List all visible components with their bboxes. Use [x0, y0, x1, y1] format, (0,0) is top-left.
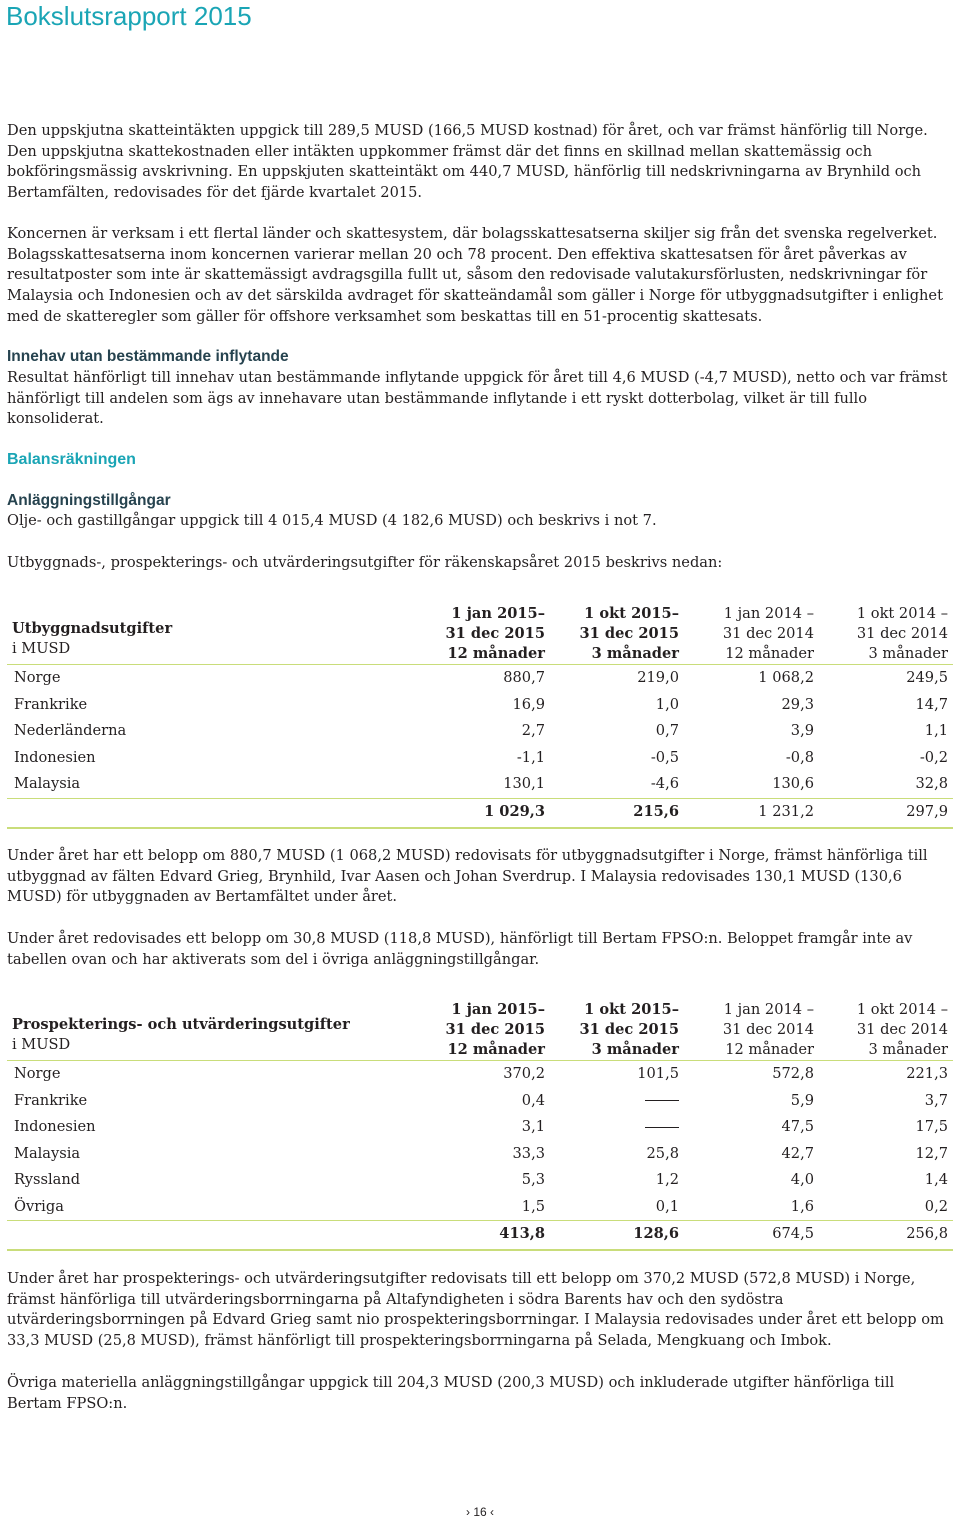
table-unit: i MUSD	[12, 640, 71, 657]
paragraph-table-intro: Utbyggnads-, prospekterings- och utvärderingsutgifter för räkenskapsåret 2015 beskrivs nedan:	[7, 554, 723, 571]
table-row: Ryssland 5,3 1,2 4,0 1,4	[14, 1171, 948, 1188]
paragraph-deferred-tax: Den uppskjutna skatteintäkten uppgick till 289,5 MUSD (166,5 MUSD kostnad) för året, och var främst hänförlig till Norge. Den uppskjutna skattekostnaden eller intäkten uppkommer främst där det finns en skillnad mellan skattemässig och bokföringsmässig avskrivning. En uppskjuten skatteintäkt om 440,7 MUSD, hänförlig till nedskrivningarna av Brynhild och Bertamfälten, redovisades för det fjärde kvartalet 2015.	[7, 122, 928, 202]
table-total-row: 413,8 128,6 674,5 256,8	[7, 1220, 953, 1251]
table-row: Indonesien 3,1 47,5 17,5	[7, 1114, 953, 1141]
column-header-3: 1 jan 2014 – 31 dec 2014 12 månader	[722, 1001, 814, 1058]
table-header	[7, 1000, 953, 1061]
table-row: Indonesien -1,1 -0,5 -0,8 -0,2	[14, 748, 948, 766]
paragraph-other-assets: Övriga materiella anläggningstillgångar uppgick till 204,3 MUSD (200,3 MUSD) och inkluderade utgifter hänförliga till Bertam FPSO:n.	[7, 1374, 895, 1412]
paragraph-exploration: Under året har prospekterings- och utvärderingsutgifter redovisats till ett belopp om 370,2 MUSD (572,8 MUSD) i Norge, främst hänförliga till utvärderingsborrningarna på Altafyndigheten i södra Barents hav och den sydöstra utvärderingsborrningen på Edvard Grieg samt nio prospekteringsborrningar. I Malaysia redovisades under året ett belopp om 33,3 MUSD (25,8 MUSD), främst hänförligt till prospekteringsborrningarna på Selada, Mengkuang och Imbok.	[7, 1270, 944, 1350]
exploration-expenditure-table	[7, 1000, 953, 1251]
column-header-2: 1 okt 2015– 31 dec 2015 3 månader	[579, 1001, 679, 1058]
table-row: Norge 370,2 101,5 572,8 221,3	[14, 1065, 948, 1082]
heading-fixed-assets: Anläggningstillgångar	[7, 492, 171, 509]
paragraph-norway-development: Under året har ett belopp om 880,7 MUSD (1 068,2 MUSD) redovisats för utbyggnadsutgifter i Norge, främst hänförliga till utbyggnad av fälten Edvard Grieg, Brynhild, Ivar Aasen och Johan Sverdrup. I Malaysia redovisades 130,1 MUSD (130,6 MUSD) för utbyggnaden av Bertamfältet under året.	[7, 847, 928, 906]
table-row: Frankrike 0,4 5,9 3,7	[7, 1088, 953, 1115]
table-row: Malaysia 130,1 -4,6 130,6 32,8	[14, 775, 948, 792]
table-row: Nederländerna 2,7 0,7 3,9 1,1	[14, 722, 948, 739]
heading-minority-interest: Innehav utan bestämmande inflytande	[7, 348, 289, 365]
page-number: › 16 ‹	[465, 1505, 494, 1519]
table-title	[12, 1015, 350, 1055]
paragraph-bertam-fpso: Under året redovisades ett belopp om 30,8 MUSD (118,8 MUSD), hänförligt till Bertam FPSO:n. Beloppet framgår inte av tabellen ovan och har aktiverats som del i övriga anläggningstillgångar.	[7, 930, 913, 968]
table-row: Övriga 1,5 0,1 1,6 0,2	[14, 1197, 948, 1215]
report-title: Bokslutsrapport 2015	[6, 1, 252, 31]
column-header-1: 1 jan 2015– 31 dec 2015 12 månader	[445, 1001, 545, 1058]
table-total-row: 1 029,3 215,6 1 231,2 297,9	[7, 798, 953, 829]
paragraph-oil-gas-assets: Olje- och gastillgångar uppgick till 4 015,4 MUSD (4 182,6 MUSD) och beskrivs i not 7.	[7, 512, 657, 529]
heading-balance-sheet: Balansräkningen	[7, 451, 136, 468]
column-header-3: 1 jan 2014 – 31 dec 2014 12 månader	[722, 605, 814, 662]
dash-cell	[549, 1114, 679, 1141]
table-header	[7, 604, 953, 665]
column-header-1: 1 jan 2015– 31 dec 2015 12 månader	[445, 605, 545, 662]
dash-cell	[549, 1088, 679, 1115]
table-title	[12, 619, 172, 659]
column-header-4: 1 okt 2014 – 31 dec 2014 3 månader	[856, 605, 948, 662]
table-row: Malaysia 33,3 25,8 42,7 12,7	[14, 1144, 948, 1162]
table-unit: i MUSD	[12, 1036, 71, 1053]
column-header-2: 1 okt 2015– 31 dec 2015 3 månader	[579, 605, 679, 662]
column-header-4: 1 okt 2014 – 31 dec 2014 3 månader	[856, 1001, 948, 1058]
dash-icon	[645, 1100, 679, 1101]
table-title-text: Prospekterings- och utvärderingsutgifter	[12, 1016, 350, 1033]
table-title-text: Utbyggnadsutgifter	[12, 620, 173, 637]
table-row: Norge 880,7 219,0 1 068,2 249,5	[14, 669, 948, 686]
paragraph-minority-interest: Resultat hänförligt till innehav utan bestämmande inflytande uppgick för året till 4,6 MUSD (-4,7 MUSD), netto och var främst hänförligt till andelen som ägs av innehavare utan bestämmande inflytande i ett ryskt dotterbolag, vilket är till fullo konsoliderat.	[7, 369, 948, 428]
table-row: Frankrike 16,9 1,0 29,3 14,7	[14, 695, 948, 713]
paragraph-tax-rates: Koncernen är verksam i ett flertal länder och skattesystem, där bolagsskattesatserna skiljer sig från det svenska regelverket. Bolagsskattesatserna inom koncernen varierar mellan 20 och 78 procent. Den effektiva skattesatsen för året påverkas av resultatposter som inte är skattemässigt avdragsgilla fullt ut, såsom den redovisade valutakursförlusten, nedskrivningar för Malaysia och Indonesien och av det särskilda avdraget för skatteändamål som gäller i Norge för utbyggnadsutgifter i enlighet med de skatteregler som gäller för offshore verksamhet som beskattas till en 51-procentig skattesats.	[7, 225, 943, 325]
development-expenditure-table	[7, 604, 953, 829]
dash-icon	[645, 1127, 679, 1128]
